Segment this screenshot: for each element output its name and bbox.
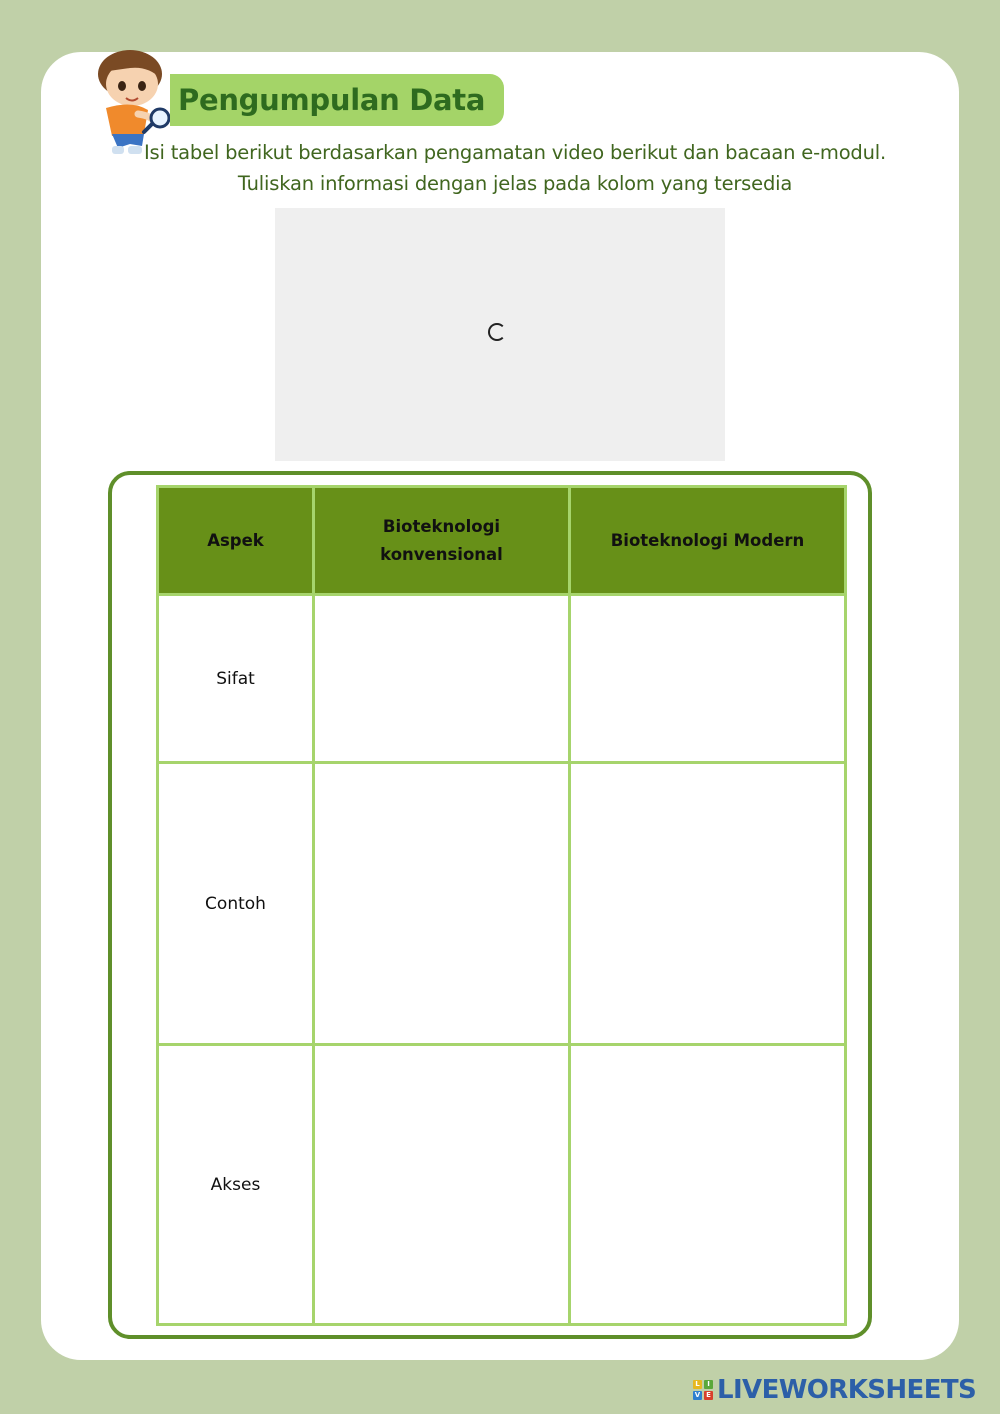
data-table: [156, 485, 847, 1326]
logo-grid-icon: [693, 1380, 713, 1400]
sifat-modern-cell: [570, 595, 846, 763]
aspect-label-contoh: Contoh: [158, 763, 314, 1045]
table-row: [158, 1045, 846, 1325]
loading-spinner-icon: [488, 323, 506, 341]
akses-modern-input[interactable]: [571, 1046, 844, 1323]
aspect-label-sifat: Sifat: [158, 595, 314, 763]
logo-letter-i: I: [704, 1380, 713, 1389]
akses-modern-cell: [570, 1045, 846, 1325]
table-header-row: [158, 487, 846, 595]
table-row: [158, 595, 846, 763]
sifat-konvensional-input[interactable]: [315, 596, 568, 761]
aspect-label-akses: Akses: [158, 1045, 314, 1325]
logo-letter-e: E: [704, 1391, 713, 1400]
header-bioteknologi-modern: Bioteknologi Modern: [570, 487, 846, 595]
contoh-modern-cell: [570, 763, 846, 1045]
sifat-konvensional-cell: [314, 595, 570, 763]
sifat-modern-input[interactable]: [571, 596, 844, 761]
header-bioteknologi-konvensional: Bioteknologi konvensional: [314, 487, 570, 595]
contoh-modern-input[interactable]: [571, 764, 844, 1043]
table-row: [158, 763, 846, 1045]
header-aspek: Aspek: [158, 487, 314, 595]
logo-letter-v: V: [694, 1391, 701, 1399]
page-title: Pengumpulan Data: [178, 83, 486, 117]
logo-letter-l: L: [693, 1380, 702, 1389]
liveworksheets-logo: [693, 1374, 976, 1406]
instructions-text: Isi tabel berikut berdasarkan pengamatan video berikut dan bacaan e-modul. Tuliskan informasi dengan jelas pada kolom yang tersedia: [143, 141, 886, 195]
logo-text: LIVEWORKSHEETS: [717, 1375, 977, 1405]
akses-konvensional-input[interactable]: [315, 1046, 568, 1323]
contoh-konvensional-cell: [314, 763, 570, 1045]
akses-konvensional-cell: [314, 1045, 570, 1325]
contoh-konvensional-input[interactable]: [315, 764, 568, 1043]
